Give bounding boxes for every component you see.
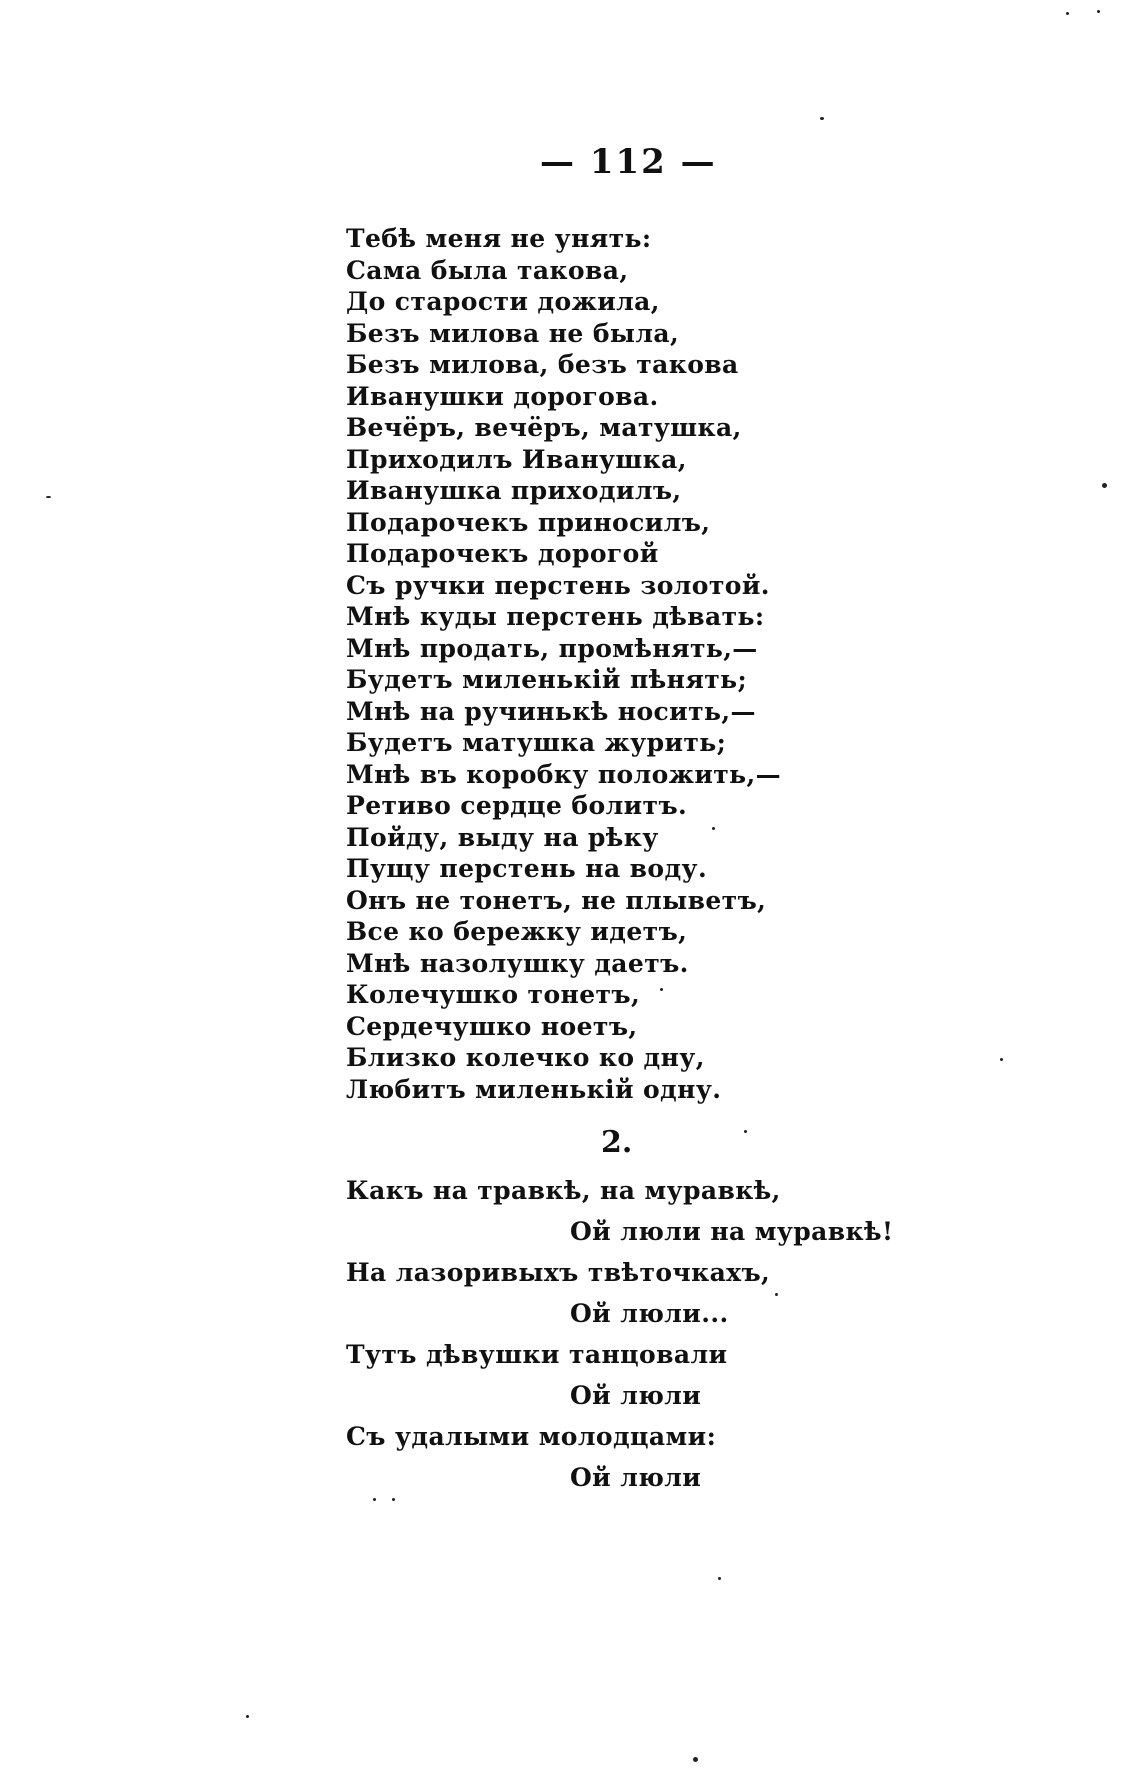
poem-line: Подарочекъ дорогой xyxy=(346,539,659,568)
scan-speck xyxy=(775,1293,778,1296)
stanza xyxy=(346,1170,1066,1252)
poem-line: Пойду, выду на рѣку xyxy=(346,822,659,852)
scan-speck xyxy=(1102,483,1107,488)
scan-speck xyxy=(712,827,715,830)
scan-speck xyxy=(718,1577,721,1580)
poem-line: Колечушко тонетъ, xyxy=(346,980,641,1009)
poem-line: Близко колечко ко дну, xyxy=(346,1043,705,1072)
poem-line: Приходилъ Иванушка, xyxy=(346,444,687,474)
poem-line: Мнѣ назолушку даетъ. xyxy=(346,948,689,978)
scan-speck xyxy=(392,1498,395,1501)
poem-line: Безъ милова, безъ такова xyxy=(346,350,739,379)
poem-line: До старости дожила, xyxy=(346,287,660,316)
scan-speck xyxy=(246,1715,249,1718)
section-number: 2. xyxy=(601,1125,633,1160)
stanza xyxy=(346,1416,1066,1498)
refrain-line: Ой люли xyxy=(570,1463,702,1492)
poem-two xyxy=(346,1170,1066,1498)
refrain-line: Ой люли... xyxy=(570,1299,729,1328)
poem-line: Подарочекъ приносилъ, xyxy=(346,507,711,537)
poem-line: Съ ручки перстень золотой. xyxy=(346,570,770,600)
refrain-line: Ой люли на муравкѣ! xyxy=(570,1217,894,1246)
scan-speck xyxy=(373,1498,376,1501)
scan-speck xyxy=(744,1130,747,1133)
scan-speck xyxy=(1066,12,1069,15)
poem-line: Мнѣ на ручинькѣ носить,— xyxy=(346,696,756,726)
poem-line: Сама была такова, xyxy=(346,255,629,285)
scan-speck xyxy=(1097,10,1100,13)
poem-line: Мнѣ въ коробку положить,— xyxy=(346,759,782,789)
poem-line: Сердечушко ноетъ, xyxy=(346,1011,638,1041)
verse-line: Тутъ дѣвушки танцовали xyxy=(346,1340,728,1369)
poem-line: Ретиво сердце болитъ. xyxy=(346,791,688,820)
poem-line: Иванушка приходилъ, xyxy=(346,476,682,505)
poem-line: Тебѣ меня не унять: xyxy=(346,224,652,253)
poem-line: Будетъ матушка журить; xyxy=(346,728,727,757)
poem-line: Мнѣ куды перстень дѣвать: xyxy=(346,602,765,631)
scan-speck xyxy=(660,988,663,991)
poem-line: Будетъ миленькій пѣнять; xyxy=(346,665,748,694)
poem-line: Безъ милова не была, xyxy=(346,318,680,348)
verse-line: На лазоривыхъ твѣточкахъ, xyxy=(346,1258,771,1287)
poem-line: Мнѣ продать, промѣнять,— xyxy=(346,633,758,663)
scan-speck xyxy=(1000,1058,1003,1061)
scan-speck xyxy=(820,117,824,120)
poem-line: Пущу перстень на воду. xyxy=(346,854,708,883)
refrain-line: Ой люли xyxy=(570,1381,702,1410)
verse-line: Съ удалыми молодцами: xyxy=(346,1422,717,1451)
scan-speck xyxy=(46,496,51,498)
scan-speck xyxy=(693,1757,698,1762)
stanza xyxy=(346,1252,1066,1334)
poem-line: Любитъ миленькій одну. xyxy=(346,1074,722,1104)
verse-line: Какъ на травкѣ, на муравкѣ, xyxy=(346,1176,781,1205)
poem-line: Иванушки дорогова. xyxy=(346,381,659,411)
poem-line: Все ко бережку идетъ, xyxy=(346,917,688,946)
poem-line: Онъ не тонетъ, не плыветъ, xyxy=(346,885,767,915)
poem-line: Вечёръ, вечёръ, матушка, xyxy=(346,413,742,442)
stanza xyxy=(346,1334,1066,1416)
page-number: — 112 — xyxy=(540,142,717,182)
poem-one xyxy=(346,223,781,1105)
